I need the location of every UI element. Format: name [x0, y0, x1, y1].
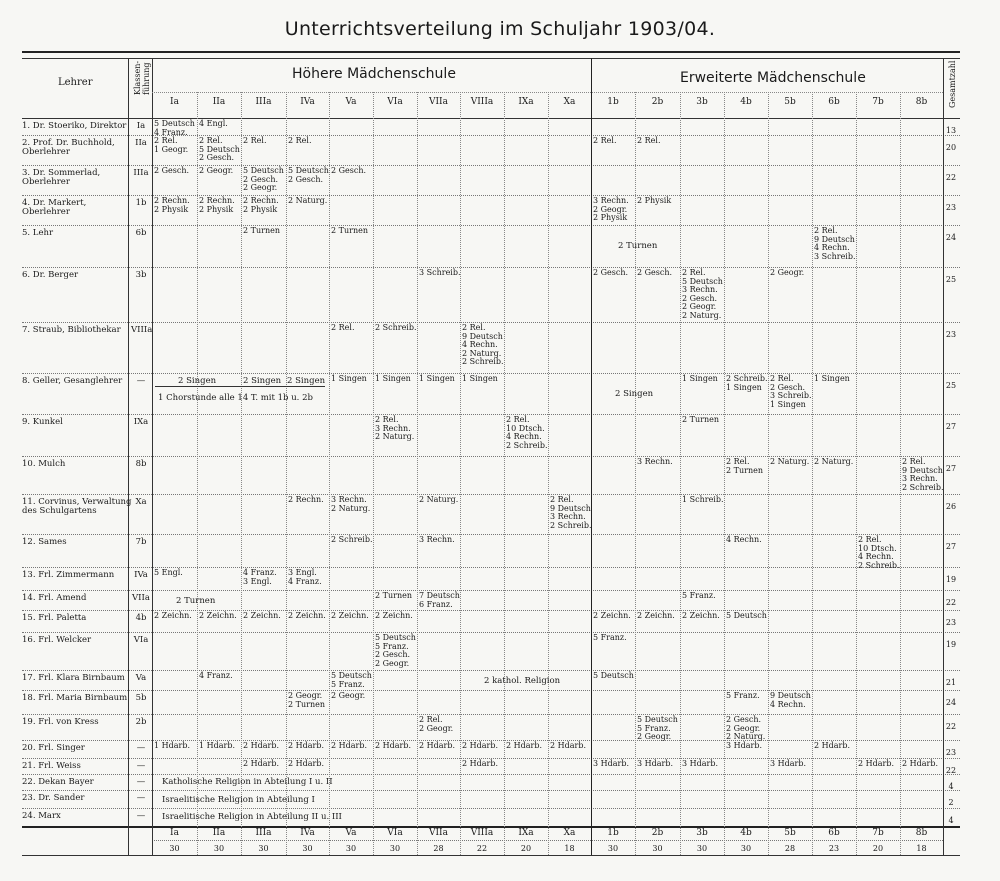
- teacher-total: 25: [945, 381, 957, 390]
- class-count-VIIa: 28: [433, 844, 444, 853]
- lesson-cell: 2 Rel. 9 Deutsch 3 Rechn. 2 Schreib.: [550, 495, 592, 530]
- lesson-cell: 3 Hdarb.: [593, 759, 629, 768]
- lesson-cell: 2 Hdarb.: [288, 741, 324, 750]
- class-header-VIa: VIa: [387, 97, 403, 107]
- lesson-cell: 2 Rel.: [243, 136, 267, 145]
- lesson-cell: 2 Naturg.: [814, 457, 854, 466]
- lesson-cell: 3 Rechn.: [419, 535, 455, 544]
- teacher-total: 22: [945, 722, 957, 731]
- teacher-total: 20: [945, 143, 957, 152]
- teacher-name: 6. Dr. Berger: [22, 270, 79, 280]
- span-turnen: 2 Turnen: [176, 596, 216, 606]
- class-footer-7b: 7b: [872, 828, 884, 838]
- class-header-Va: Va: [345, 97, 357, 107]
- class-footer-Xa: Xa: [563, 828, 576, 838]
- class-count-Ia: 30: [169, 844, 180, 853]
- col-divider: [548, 92, 549, 855]
- lesson-cell: 2 Rechn. 2 Physik: [154, 196, 190, 214]
- lesson-cell: 2 Hdarb.: [858, 759, 894, 768]
- lesson-cell: 3 Hdarb.: [682, 759, 718, 768]
- lesson-cell: 2 Rel. 10 Dtsch. 4 Rechn. 2 Schreib.: [858, 535, 900, 570]
- row-divider: [22, 670, 960, 671]
- lesson-cell: 2 Turnen: [375, 591, 412, 600]
- lesson-cell: 2 Rechn. 2 Physik: [243, 196, 279, 214]
- school-divider: [591, 58, 592, 855]
- page-title: Unterrichtsverteilung im Schuljahr 1903/04.: [284, 18, 716, 40]
- lesson-cell: 1 Schreib.: [682, 495, 724, 504]
- span-row22: Katholische Religion in Abteilung I u. II: [162, 777, 333, 787]
- teacher-class: Va: [135, 673, 147, 683]
- teacher-class: Ia: [136, 121, 146, 131]
- lesson-cell: 2 Rel. 9 Deutsch 4 Rechn. 3 Schreib.: [814, 226, 856, 261]
- teacher-name: 2. Prof. Dr. Buchhold,: [22, 138, 115, 148]
- teacher-name: 1. Dr. Stoeriko, Direktor: [22, 121, 127, 131]
- lesson-cell: 2 Rel.: [593, 136, 617, 145]
- class-count-IIIa: 30: [258, 844, 269, 853]
- lesson-cell: 3 Schreib.: [419, 268, 461, 277]
- teacher-class: VIa: [133, 635, 149, 645]
- header-rule: [22, 58, 960, 59]
- teacher-class: —: [136, 761, 146, 771]
- teacher-total: 22: [945, 598, 957, 607]
- teacher-class: Xa: [135, 497, 147, 507]
- class-header-IIa: IIa: [212, 97, 226, 107]
- class-count-2b: 30: [652, 844, 663, 853]
- teacher-total: 27: [945, 542, 957, 551]
- lesson-cell: 5 Franz.: [726, 691, 760, 700]
- class-footer-6b: 6b: [828, 828, 840, 838]
- row-divider: [22, 632, 960, 633]
- lesson-cell: 2 Hdarb.: [243, 759, 279, 768]
- top-rule: [22, 51, 960, 53]
- class-header-IXa: IXa: [518, 97, 534, 107]
- class-footer-8b: 8b: [915, 828, 928, 838]
- span-singen: 2 Singen: [178, 376, 217, 386]
- teacher-name: 19. Frl. von Kress: [22, 717, 99, 727]
- teacher-total: 13: [945, 126, 957, 135]
- lesson-cell: 2 Geogr. 2 Turnen: [288, 691, 325, 709]
- teacher-class: —: [136, 777, 146, 787]
- lesson-cell: 2 Zeichn.: [637, 611, 675, 620]
- teacher-class: 1b: [135, 198, 147, 208]
- class-footer-VIIIa: VIIIa: [470, 828, 494, 838]
- class-footer-IIIa: IIIa: [255, 828, 272, 838]
- teacher-total: 23: [945, 748, 957, 757]
- teacher-name: 16. Frl. Welcker: [22, 635, 92, 645]
- teacher-class: 8b: [135, 459, 147, 469]
- class-footer-VIIa: VIIa: [429, 828, 448, 838]
- col-divider: [241, 92, 242, 855]
- lesson-cell: 5 Deutsch 4 Franz.: [154, 119, 195, 137]
- class-header-3b: 3b: [696, 97, 708, 107]
- teacher-name: 4. Dr. Markert,: [22, 198, 87, 208]
- class-header-IVa: IVa: [300, 97, 315, 107]
- col-divider: [768, 92, 769, 855]
- lesson-cell: 1 Singen: [375, 374, 411, 383]
- lesson-cell: 2 Zeichn.: [288, 611, 326, 620]
- lesson-cell: 1 Singen: [419, 374, 455, 383]
- lesson-cell: 5 Franz.: [593, 633, 627, 642]
- teacher-total: 26: [945, 502, 957, 511]
- lesson-cell: 2 Rel.: [637, 136, 661, 145]
- col-divider: [724, 92, 725, 855]
- lesson-cell: 2 Rel. 3 Rechn. 2 Naturg.: [375, 415, 415, 442]
- teacher-name: des Schulgartens: [22, 506, 97, 516]
- teacher-total: 27: [945, 464, 957, 473]
- class-header-5b: 5b: [784, 97, 796, 107]
- teacher-class: —: [136, 743, 146, 753]
- lesson-cell: 2 Gesch.: [331, 166, 367, 175]
- class-count-VIIIa: 22: [476, 844, 488, 853]
- lesson-cell: 2 Zeichn.: [331, 611, 369, 620]
- row-divider: [22, 590, 960, 591]
- lesson-cell: 2 Zeichn.: [682, 611, 720, 620]
- lesson-cell: 5 Deutsch 5 Franz.: [331, 671, 372, 689]
- lesson-cell: 5 Franz.: [682, 591, 716, 600]
- col-divider: [286, 92, 287, 855]
- teacher-name: 10. Mulch: [22, 459, 66, 469]
- row-divider: [22, 534, 960, 535]
- class-header-Ia: Ia: [170, 97, 179, 107]
- teacher-total: 22: [945, 173, 957, 182]
- lesson-cell: 2 Gesch.: [593, 268, 629, 277]
- class-header-6b: 6b: [828, 97, 840, 107]
- row-divider: [22, 690, 960, 691]
- col-divider: [900, 92, 901, 855]
- header-erweiterte: Erweiterte Mädchenschule: [680, 70, 866, 86]
- col-divider: [417, 92, 418, 855]
- lesson-cell: 2 Naturg.: [770, 457, 810, 466]
- teacher-total: 19: [945, 640, 957, 649]
- row-divider: [22, 714, 960, 715]
- col-divider: [812, 92, 813, 855]
- lesson-cell: 2 Schreib.: [375, 323, 417, 332]
- lesson-cell: 2 Geogr.: [770, 268, 805, 277]
- lesson-cell: 1 Singen: [331, 374, 367, 383]
- class-count-IXa: 20: [520, 844, 532, 853]
- class-footer-1b: 1b: [607, 828, 619, 838]
- lesson-cell: 3 Hdarb.: [637, 759, 673, 768]
- lesson-cell: 5 Deutsch 2 Gesch.: [288, 166, 329, 184]
- footer-bottom-rule: [22, 855, 960, 856]
- teacher-total: 21: [945, 678, 957, 687]
- lesson-cell: 2 Hdarb.: [462, 759, 498, 768]
- lesson-cell: 5 Deutsch: [593, 671, 634, 680]
- class-count-7b: 20: [872, 844, 884, 853]
- lesson-cell: 2 Zeichn.: [593, 611, 631, 620]
- lesson-cell: 2 Turnen: [331, 226, 368, 235]
- class-count-IIa: 30: [213, 844, 225, 853]
- class-header-IIIa: IIIa: [255, 97, 272, 107]
- class-footer-5b: 5b: [784, 828, 796, 838]
- span-singen: 2 Singen: [243, 376, 282, 386]
- class-header-VIIa: VIIa: [429, 97, 448, 107]
- span-turnen-erw: 2 Turnen: [618, 241, 658, 251]
- teacher-class: IIIa: [133, 168, 149, 178]
- lesson-cell: 5 Deutsch 5 Franz. 2 Gesch. 2 Geogr.: [375, 633, 416, 668]
- teacher-total: 23: [945, 330, 957, 339]
- teacher-class: 4b: [135, 613, 147, 623]
- teacher-name: Oberlehrer: [22, 147, 70, 157]
- class-footer-IIa: IIa: [212, 828, 226, 838]
- class-header-Xa: Xa: [563, 97, 576, 107]
- header-klassen: Klassen-: [133, 60, 142, 95]
- lesson-cell: 2 Turnen: [243, 226, 280, 235]
- span-chorstunde: 1 Chorstunde alle 14 T. mit 1b u. 2b: [158, 393, 313, 403]
- lesson-cell: 2 Hdarb.: [375, 741, 411, 750]
- class-footer-4b: 4b: [740, 828, 752, 838]
- teacher-total: 27: [945, 422, 957, 431]
- lesson-cell: 3 Engl. 4 Franz.: [288, 568, 322, 586]
- lesson-cell: 2 Gesch.: [154, 166, 190, 175]
- span-singen: 2 Singen: [287, 376, 326, 386]
- row-divider: [22, 414, 960, 415]
- lesson-cell: 2 Gesch.: [637, 268, 673, 277]
- teacher-name: 17. Frl. Klara Birnbaum: [22, 673, 125, 683]
- singen-underline: [155, 386, 325, 387]
- class-footer-IVa: IVa: [300, 828, 315, 838]
- teacher-total: 25: [945, 275, 957, 284]
- class-footer-IXa: IXa: [518, 828, 534, 838]
- lesson-cell: 2 Hdarb.: [331, 741, 367, 750]
- col-divider: [680, 92, 681, 855]
- teacher-total: 4: [948, 816, 954, 825]
- header-gesamtzahl: Gesamtzahl: [948, 60, 957, 108]
- class-count-Xa: 18: [564, 844, 575, 853]
- lesson-cell: 2 Schreib.: [331, 535, 373, 544]
- class-count-1b: 30: [607, 844, 619, 853]
- teacher-name: 11. Corvinus, Verwaltung: [22, 497, 132, 507]
- lesson-cell: 2 Turnen: [682, 415, 719, 424]
- header-hoehere: Höhere Mädchenschule: [292, 66, 456, 82]
- col-divider: [152, 58, 153, 855]
- teacher-name: 23. Dr. Sander: [22, 793, 85, 803]
- col-divider: [504, 92, 505, 855]
- lesson-cell: 3 Rechn. 2 Naturg.: [331, 495, 371, 513]
- lesson-cell: 2 Rel. 9 Deutsch 3 Rechn. 2 Schreib.: [902, 457, 944, 492]
- teacher-class: VIIIa: [131, 325, 153, 335]
- lesson-cell: 2 Physik: [637, 196, 672, 205]
- class-count-5b: 28: [784, 844, 796, 853]
- teacher-class: 3b: [135, 270, 147, 280]
- class-count-4b: 30: [740, 844, 752, 853]
- teacher-total: 4: [948, 782, 954, 791]
- teacher-class: 2b: [135, 717, 147, 727]
- class-footer-Va: Va: [345, 828, 357, 838]
- row-divider: [22, 808, 960, 809]
- span-kathol-religion: 2 kathol. Religion: [484, 676, 561, 686]
- row-divider: [22, 494, 960, 495]
- lesson-cell: 2 Rel. 5 Deutsch 2 Gesch.: [199, 136, 240, 163]
- teacher-class: 5b: [135, 693, 147, 703]
- lesson-cell: 4 Franz.: [199, 671, 233, 680]
- class-header-7b: 7b: [872, 97, 884, 107]
- class-header-8b: 8b: [915, 97, 928, 107]
- teacher-name: 18. Frl. Maria Birnbaum: [22, 693, 128, 703]
- lesson-cell: 7 Deutsch 6 Franz.: [419, 591, 460, 609]
- lesson-cell: 2 Schreib. 1 Singen: [726, 374, 768, 392]
- teacher-class: —: [136, 376, 146, 386]
- teacher-name: Oberlehrer: [22, 207, 70, 217]
- teacher-class: IVa: [134, 570, 148, 580]
- col-divider: [329, 92, 330, 855]
- teacher-class: —: [136, 811, 146, 821]
- teacher-name: 12. Sames: [22, 537, 67, 547]
- lesson-cell: 4 Rechn.: [726, 535, 762, 544]
- lesson-cell: 2 Hdarb.: [814, 741, 850, 750]
- lesson-cell: 2 Hdarb.: [288, 759, 324, 768]
- class-footer-2b: 2b: [651, 828, 664, 838]
- teacher-name: Oberlehrer: [22, 177, 70, 187]
- span-singen-erw: 2 Singen: [615, 389, 654, 399]
- class-count-6b: 23: [828, 844, 840, 853]
- teacher-name: 22. Dekan Bayer: [22, 777, 94, 787]
- lesson-cell: 2 Hdarb.: [462, 741, 498, 750]
- teacher-name: 5. Lehr: [22, 228, 54, 238]
- class-count-IVa: 30: [302, 844, 313, 853]
- lesson-cell: 2 Geogr.: [199, 166, 234, 175]
- lesson-cell: 2 Rel. 10 Dtsch. 4 Rechn. 2 Schreib.: [506, 415, 548, 450]
- lesson-cell: 2 Zeichn.: [154, 611, 192, 620]
- teacher-class: 7b: [135, 537, 147, 547]
- col-divider: [373, 92, 374, 855]
- col-divider: [856, 92, 857, 855]
- teacher-total: 24: [945, 233, 957, 242]
- teacher-total: 24: [945, 698, 957, 707]
- lesson-cell: 2 Rechn. 2 Physik: [199, 196, 235, 214]
- lesson-cell: 2 Zeichn.: [199, 611, 237, 620]
- lesson-cell: 2 Hdarb.: [506, 741, 542, 750]
- lesson-cell: 2 Rel. 1 Geogr.: [154, 136, 189, 154]
- span-row24: Israelitische Religion in Abteilung II u. III: [162, 812, 342, 822]
- lesson-cell: 2 Zeichn.: [243, 611, 281, 620]
- class-count-3b: 30: [696, 844, 708, 853]
- lesson-cell: 9 Deutsch 4 Rechn.: [770, 691, 811, 709]
- lesson-cell: 2 Hdarb.: [902, 759, 938, 768]
- span-row23: Israelitische Religion in Abteilung I: [162, 795, 315, 805]
- class-header-VIIIa: VIIIa: [470, 97, 494, 107]
- teacher-name: 20. Frl. Singer: [22, 743, 85, 753]
- teacher-class: IIa: [135, 138, 147, 148]
- lesson-cell: 2 Rel. 2 Geogr.: [419, 715, 454, 733]
- lesson-cell: 1 Singen: [462, 374, 498, 383]
- lesson-cell: 2 Rel.: [288, 136, 312, 145]
- lesson-cell: 5 Engl.: [154, 568, 183, 577]
- class-count-Va: 30: [345, 844, 357, 853]
- class-header-1b: 1b: [607, 97, 619, 107]
- teacher-class: VIIa: [132, 593, 150, 603]
- teacher-name: 9. Kunkel: [22, 417, 63, 427]
- lesson-cell: 5 Deutsch: [726, 611, 767, 620]
- teacher-name: 15. Frl. Paletta: [22, 613, 87, 623]
- lesson-cell: 1 Singen: [682, 374, 718, 383]
- lesson-cell: 1 Hdarb.: [154, 741, 190, 750]
- teacher-name: 3. Dr. Sommerlad,: [22, 168, 101, 178]
- header-klassen: führung: [142, 62, 151, 95]
- lesson-cell: 1 Singen: [814, 374, 850, 383]
- lesson-cell: 2 Rel. 2 Turnen: [726, 457, 763, 475]
- teacher-class: —: [136, 793, 146, 803]
- lesson-cell: 4 Engl.: [199, 119, 228, 128]
- lesson-cell: 2 Hdarb.: [243, 741, 279, 750]
- teacher-total: 23: [945, 203, 957, 212]
- lesson-cell: 3 Hdarb.: [770, 759, 806, 768]
- class-header-2b: 2b: [651, 97, 664, 107]
- teacher-class: 6b: [135, 228, 147, 238]
- teacher-name: 21. Frl. Weiss: [22, 761, 81, 771]
- lesson-cell: 2 Rel. 9 Deutsch 4 Rechn. 2 Naturg. 2 Schreib.: [462, 323, 504, 367]
- lesson-cell: 2 Rel.: [331, 323, 355, 332]
- class-header-4b: 4b: [740, 97, 752, 107]
- class-footer-3b: 3b: [696, 828, 708, 838]
- class-header-rule: [152, 92, 943, 93]
- teacher-name: 13. Frl. Zimmermann: [22, 570, 115, 580]
- lesson-cell: 5 Deutsch 5 Franz. 2 Geogr.: [637, 715, 678, 742]
- lesson-cell: 2 Gesch. 2 Geogr. 2 Naturg.: [726, 715, 766, 742]
- lesson-cell: 2 Zeichn.: [375, 611, 413, 620]
- lesson-cell: 3 Rechn.: [637, 457, 673, 466]
- lesson-cell: 2 Geogr.: [331, 691, 366, 700]
- class-footer-VIa: VIa: [387, 828, 403, 838]
- col-divider: [635, 92, 636, 855]
- lesson-cell: 2 Naturg.: [419, 495, 459, 504]
- lesson-cell: 2 Rel. 5 Deutsch 3 Rechn. 2 Gesch. 2 Geogr. 2 Naturg.: [682, 268, 723, 320]
- class-count-8b: 18: [916, 844, 927, 853]
- row-divider: [22, 322, 960, 323]
- teacher-total: 23: [945, 618, 957, 627]
- lesson-cell: 3 Hdarb.: [726, 741, 762, 750]
- teacher-name: 8. Geller, Gesanglehrer: [22, 376, 123, 386]
- teacher-name: 14. Frl. Amend: [22, 593, 87, 603]
- teacher-total: 22: [945, 766, 957, 775]
- lesson-cell: 2 Hdarb.: [550, 741, 586, 750]
- teacher-name: 7. Straub, Bibliothekar: [22, 325, 121, 335]
- col-divider: [128, 58, 129, 855]
- row-divider: [22, 774, 960, 775]
- lesson-cell: 4 Franz. 3 Engl.: [243, 568, 277, 586]
- lesson-cell: 3 Rechn. 2 Geogr. 2 Physik: [593, 196, 629, 223]
- lesson-cell: 2 Rel. 2 Gesch. 3 Schreib. 1 Singen: [770, 374, 812, 409]
- lesson-cell: 2 Naturg.: [288, 196, 328, 205]
- lesson-cell: 2 Hdarb.: [419, 741, 455, 750]
- class-footer-Ia: Ia: [170, 828, 179, 838]
- col-divider: [460, 92, 461, 855]
- lesson-cell: 1 Hdarb.: [199, 741, 235, 750]
- lesson-cell: 5 Deutsch 2 Gesch. 2 Geogr.: [243, 166, 284, 193]
- teacher-class: IXa: [133, 417, 149, 427]
- class-count-VIa: 30: [389, 844, 401, 853]
- row-divider: [22, 267, 960, 268]
- teacher-name: 24. Marx: [22, 811, 61, 821]
- teacher-total: 2: [948, 798, 954, 807]
- teacher-total: 19: [945, 575, 957, 584]
- header-lehrer: Lehrer: [58, 77, 93, 88]
- row-divider: [22, 790, 960, 791]
- lesson-cell: 2 Rechn.: [288, 495, 324, 504]
- col-divider: [197, 92, 198, 855]
